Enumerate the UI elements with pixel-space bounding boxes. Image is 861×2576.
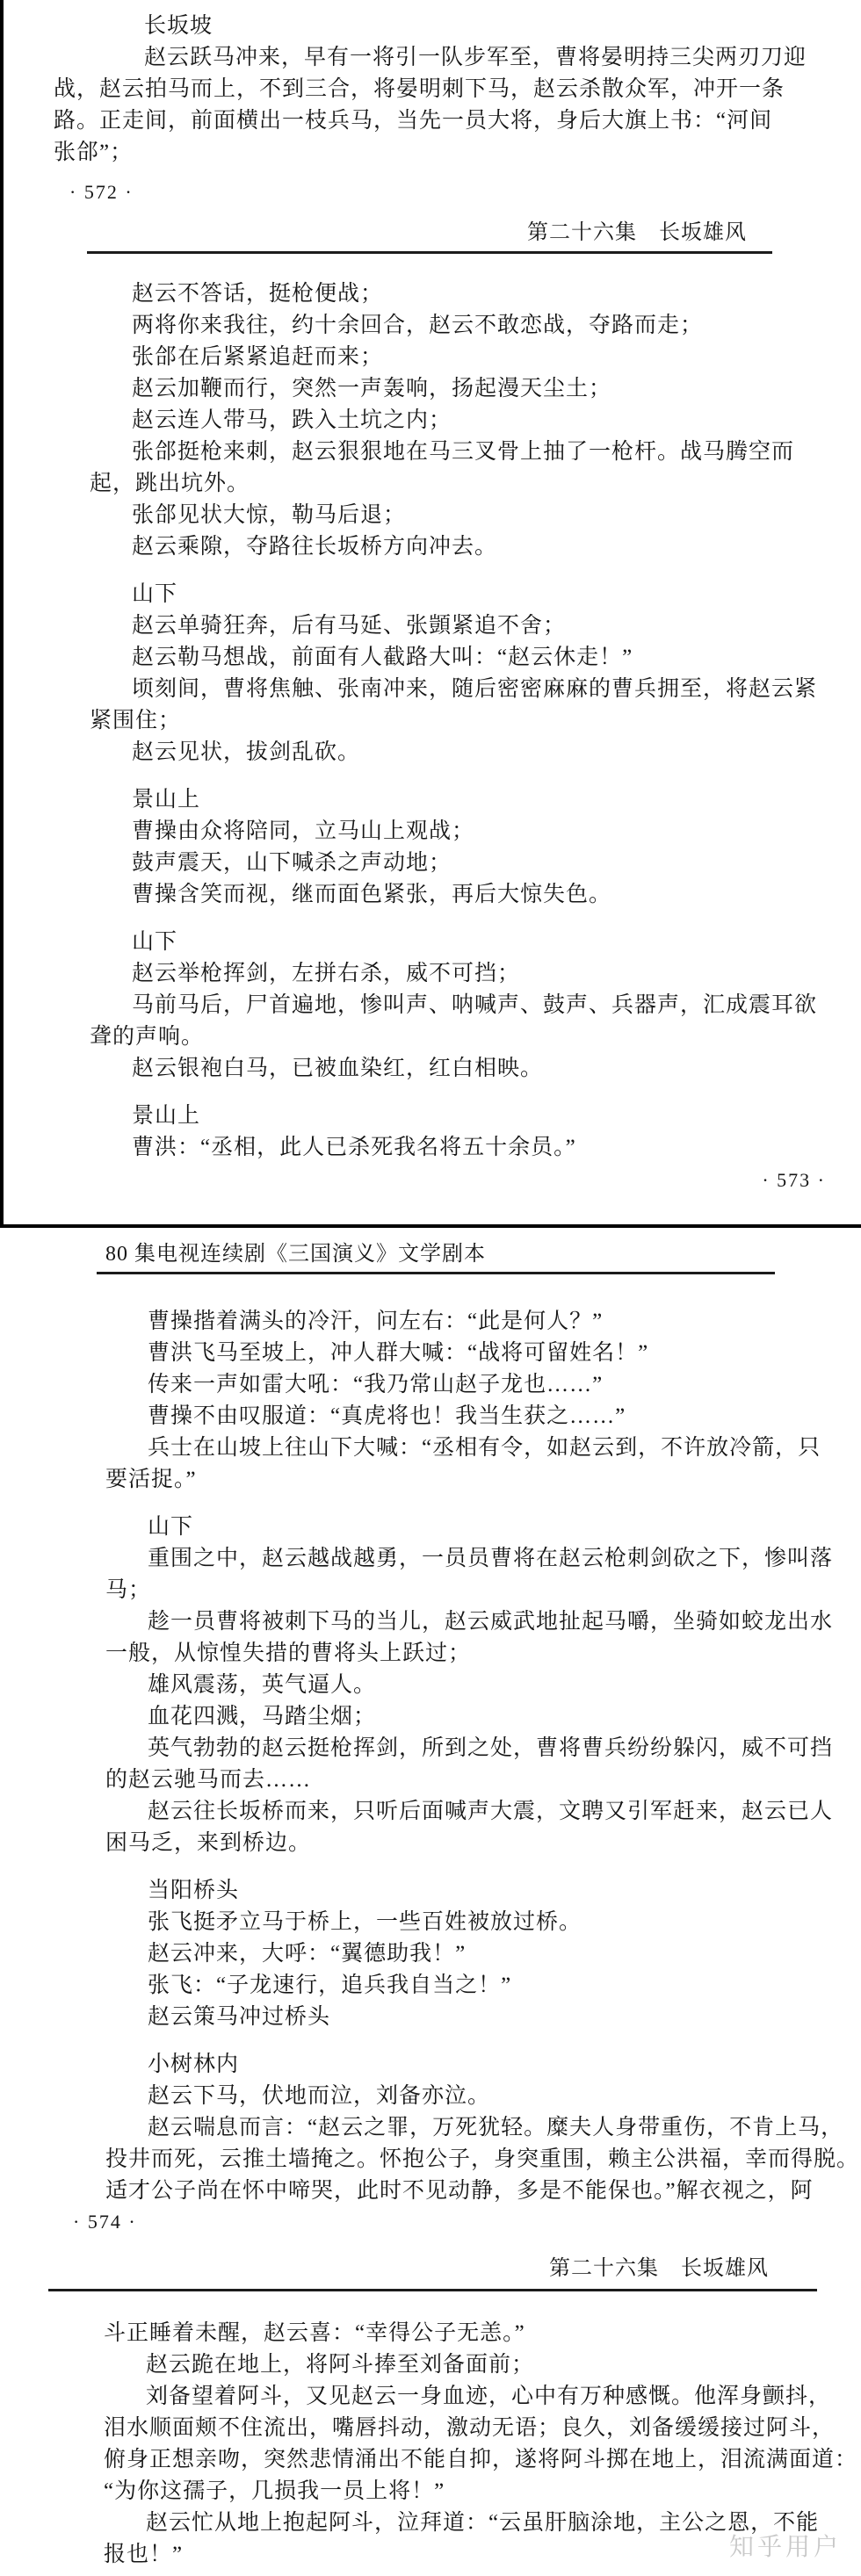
script-line: 赵云冲来，大呼：“翼德助我！” — [148, 1942, 467, 1966]
script-line: 起，跳出坑外。 — [90, 472, 250, 495]
script-line: 张郃”； — [54, 141, 134, 164]
script-line: 赵云举枪挥剑，左拼右杀，威不可挡； — [132, 962, 521, 985]
scene-heading: 景山上 — [132, 1104, 201, 1128]
running-header-episode: 第二十六集 长坂雄风 — [549, 2257, 769, 2280]
script-line: 困马乏，来到桥边。 — [105, 1831, 312, 1855]
script-line: 曹洪飞马至坡上，冲人群大喊：“战将可留姓名！” — [148, 1341, 649, 1365]
scene-heading: 山下 — [148, 1515, 194, 1539]
script-line: 曹操含笑而视，继而面色紧张，再后大惊失色。 — [132, 883, 612, 906]
script-line: 投井而死，云推土墙掩之。怀抱公子，身突重围，赖主公洪福，幸而得脱。 — [105, 2147, 860, 2171]
script-line: 英气勃勃的赵云挺枪挥剑，所到之处，曹将曹兵纷纷躲闪，威不可挡 — [148, 1736, 834, 1760]
header-rule — [87, 251, 772, 254]
script-line: 血花四溅，马踏尘烟； — [148, 1705, 377, 1728]
script-line: 鼓声震天，山下喊杀之声动地； — [132, 851, 452, 875]
script-line: 赵云跪在地上，将阿斗捧至刘备面前； — [146, 2353, 535, 2377]
script-line: “为你这孺子，几损我一员上将！” — [104, 2479, 445, 2503]
script-line: 赵云不答话，挺枪便战； — [132, 282, 384, 306]
script-line: 赵云喘息而言：“赵云之罪，万死犹轻。糜夫人身带重伤，不肯上马， — [148, 2116, 844, 2139]
script-line: 报也！” — [104, 2543, 184, 2566]
scene-heading: 小树林内 — [148, 2053, 240, 2076]
scene-heading: 山下 — [132, 582, 178, 606]
script-line: 赵云单骑狂奔，后有马延、张顗紧追不舍； — [132, 614, 567, 638]
script-line: 俯身正想亲吻，突然悲情涌出不能自抑，遂将阿斗掷在地上，泪流满面道： — [104, 2448, 858, 2471]
script-line: 赵云忙从地上抱起阿斗，泣拜道：“云虽肝脑涂地，主公之恩，不能 — [146, 2511, 820, 2535]
script-line: 要活捉。” — [105, 1468, 197, 1491]
script-line: 张飞挺矛立马于桥上，一些百姓被放过桥。 — [148, 1910, 582, 1934]
script-line: 一般，从惊惶失措的曹将头上跃过； — [105, 1642, 472, 1665]
page-574-body — [105, 1306, 861, 2207]
script-line: 趁一员曹将被刺下马的当儿，赵云威武地扯起马嚼，坐骑如蛟龙出水 — [148, 1610, 834, 1634]
script-line: 斗正睡着未醒，赵云喜：“幸得公子无恙。” — [104, 2321, 525, 2345]
script-line: 赵云乘隙，夺路往长坂桥方向冲去。 — [132, 535, 498, 559]
script-line: 张郃挺枪来刺，赵云狠狠地在马三叉骨上抽了一枪杆。战马腾空而 — [132, 440, 795, 464]
script-line: 路。正走间，前面横出一枝兵马，当先一员大将，身后大旗上书：“河间 — [54, 109, 773, 133]
scene-heading: 山下 — [132, 930, 178, 954]
script-line: 张郃见状大惊，勒马后退； — [132, 503, 407, 527]
script-line: 适才公子尚在怀中啼哭，此时不见动静，多是不能保也。”解衣视之，阿 — [105, 2179, 814, 2203]
script-line: 曹操由众将陪同，立马山上观战； — [132, 819, 475, 843]
script-line: 赵云连人带马，跌入土坑之内； — [132, 408, 452, 432]
script-line: 赵云往长坂桥而来，只听后面喊声大震，文聘又引军赶来，赵云已人 — [148, 1800, 834, 1823]
running-header-book: 80 集电视连续剧《三国演义》文学剧本 — [105, 1243, 486, 1266]
header-rule — [48, 2289, 817, 2291]
page-scan-574 — [0, 1228, 861, 2245]
script-line: 曹洪：“丞相，此人已杀死我名将五十余员。” — [132, 1136, 576, 1159]
zhihu-user-watermark: 知乎用户 — [729, 2533, 843, 2560]
script-line: 传来一声如雷大吼：“我乃常山赵子龙也……” — [148, 1373, 604, 1396]
scene-heading: 景山上 — [132, 788, 201, 812]
script-line: 两将你来我往，约十余回合，赵云不敢恋战，夺路而走； — [132, 314, 704, 337]
script-line: 马前马后，尸首遍地，惨叫声、呐喊声、鼓声、兵器声，汇成震耳欲 — [132, 993, 818, 1017]
script-line: 顷刻间，曹将焦触、张南冲来，随后密密麻麻的曹兵拥至，将赵云紧 — [132, 677, 818, 701]
script-line: 聋的声响。 — [90, 1025, 205, 1049]
script-line: 重围之中，赵云越战越勇，一员员曹将在赵云枪刺剑砍之下，惨叫落 — [148, 1547, 834, 1570]
page-572-tail — [54, 11, 826, 169]
page-number-572: · 572 · — [69, 181, 134, 203]
page-573-body — [90, 278, 861, 1164]
script-line: 泪水顺面颊不住流出，嘴唇抖动，激动无语；良久，刘备缓缓接过阿斗， — [104, 2416, 836, 2440]
page-scan-575 — [0, 2245, 861, 2571]
script-line: 赵云勒马想战，前面有人截路大叫：“赵云休走！” — [132, 646, 633, 669]
page-number-573: · 573 · — [762, 1169, 826, 1191]
script-line: 赵云见状，拔剑乱砍。 — [132, 740, 361, 764]
scene-heading: 当阳桥头 — [148, 1879, 240, 1902]
script-line: 张飞：“子龙速行，追兵我自当之！” — [148, 1973, 512, 1997]
script-line: 战，赵云拍马而上，不到三合，将晏明刺下马，赵云杀散众军，冲开一条 — [54, 77, 785, 101]
script-line: 刘备望着阿斗，又见赵云一身血迹，心中有万种感慨。他浑身颤抖， — [146, 2385, 832, 2408]
page-number-574: · 574 · — [73, 2211, 137, 2233]
script-line: 赵云跃马冲来，早有一将引一队步军至，曹将晏明持三尖两刃刀迎 — [144, 46, 807, 69]
scene-heading: 长坂坡 — [144, 14, 213, 38]
script-line: 张郃在后紧紧追赶而来； — [132, 345, 384, 369]
script-line: 赵云策马冲过桥头 — [148, 2005, 331, 2029]
script-line: 的赵云驰马而去…… — [105, 1768, 312, 1792]
script-line: 赵云加鞭而行，突然一声轰响，扬起漫天尘土； — [132, 377, 612, 400]
running-header-episode: 第二十六集 长坂雄风 — [527, 221, 747, 244]
script-line: 雄风震荡，英气逼人。 — [148, 1673, 377, 1697]
page-scan-572-573 — [0, 0, 861, 1228]
script-line: 曹操不由叹服道：“真虎将也！我当生获之……” — [148, 1404, 626, 1428]
script-line: 紧围住； — [90, 709, 182, 732]
script-line: 兵士在山坡上往山下大喊：“丞相有令，如赵云到，不许放冷箭，只 — [148, 1436, 821, 1460]
script-line: 赵云下马，伏地而泣，刘备亦泣。 — [148, 2084, 491, 2108]
script-line: 马； — [105, 1578, 152, 1602]
script-line: 曹操揩着满头的冷汗，问左右：“此是何人？” — [148, 1310, 604, 1333]
header-rule — [97, 1272, 775, 1274]
script-line: 赵云银袍白马，已被血染红，红白相映。 — [132, 1057, 544, 1080]
